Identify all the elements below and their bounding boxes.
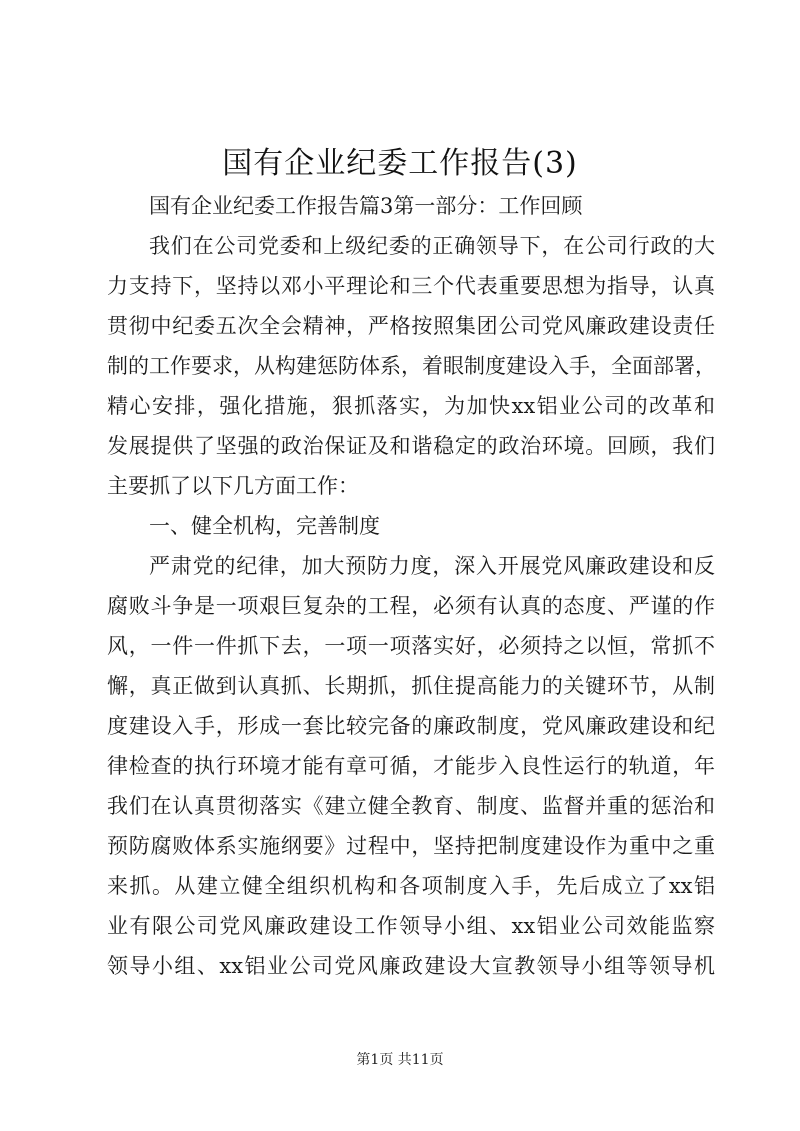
paragraph-line: 我们在认真贯彻落实《建立健全教育、制度、监督并重的惩治和 (107, 794, 715, 818)
paragraph-line: 腐败斗争是一项艰巨复杂的工程，必须有认真的态度、严谨的作 (107, 594, 715, 618)
paragraph-line: 力支持下，坚持以邓小平理论和三个代表重要思想为指导，认真 (107, 274, 715, 298)
paragraph-line: 业有限公司党风廉政建设工作领导小组、xx铝业公司效能监察 (107, 914, 715, 938)
paragraph-line: 预防腐败体系实施纲要》过程中，坚持把制度建设作为重中之重 (107, 834, 715, 858)
paragraph-line: 我们在公司党委和上级纪委的正确领导下，在公司行政的大 (149, 234, 715, 258)
paragraph-line: 风，一件一件抓下去，一项一项落实好，必须持之以恒，常抓不 (107, 634, 715, 658)
page-number-footer: 第1页 共11页 (356, 1052, 444, 1068)
paragraph-line: 来抓。从建立健全组织机构和各项制度入手，先后成立了xx铝 (107, 874, 715, 898)
document-title: 国有企业纪委工作报告(3) (222, 146, 578, 181)
paragraph-line: 领导小组、xx铝业公司党风廉政建设大宣教领导小组等领导机 (107, 954, 715, 978)
paragraph-line: 严肃党的纪律，加大预防力度，深入开展党风廉政建设和反 (149, 554, 715, 578)
paragraph-line: 精心安排，强化措施，狠抓落实，为加快xx铝业公司的改革和 (107, 394, 715, 418)
paragraph-line: 度建设入手，形成一套比较完备的廉政制度，党风廉政建设和纪 (107, 714, 715, 738)
document-body (107, 186, 715, 986)
paragraph-line: 主要抓了以下几方面工作： (107, 474, 359, 498)
paragraph-line: 贯彻中纪委五次全会精神，严格按照集团公司党风廉政建设责任 (107, 314, 715, 338)
section-heading: 国有企业纪委工作报告篇3第一部分：工作回顾 (149, 194, 583, 218)
paragraph-line: 懈，真正做到认真抓、长期抓，抓住提高能力的关键环节，从制 (107, 674, 715, 698)
paragraph-line: 制的工作要求，从构建惩防体系，着眼制度建设入手，全面部署， (107, 354, 716, 378)
paragraph-line: 律检查的执行环境才能有章可循，才能步入良性运行的轨道，年 (107, 754, 715, 778)
subsection-heading: 一、健全机构，完善制度 (149, 514, 380, 538)
paragraph-line: 发展提供了坚强的政治保证及和谐稳定的政治环境。回顾，我们 (107, 434, 715, 458)
